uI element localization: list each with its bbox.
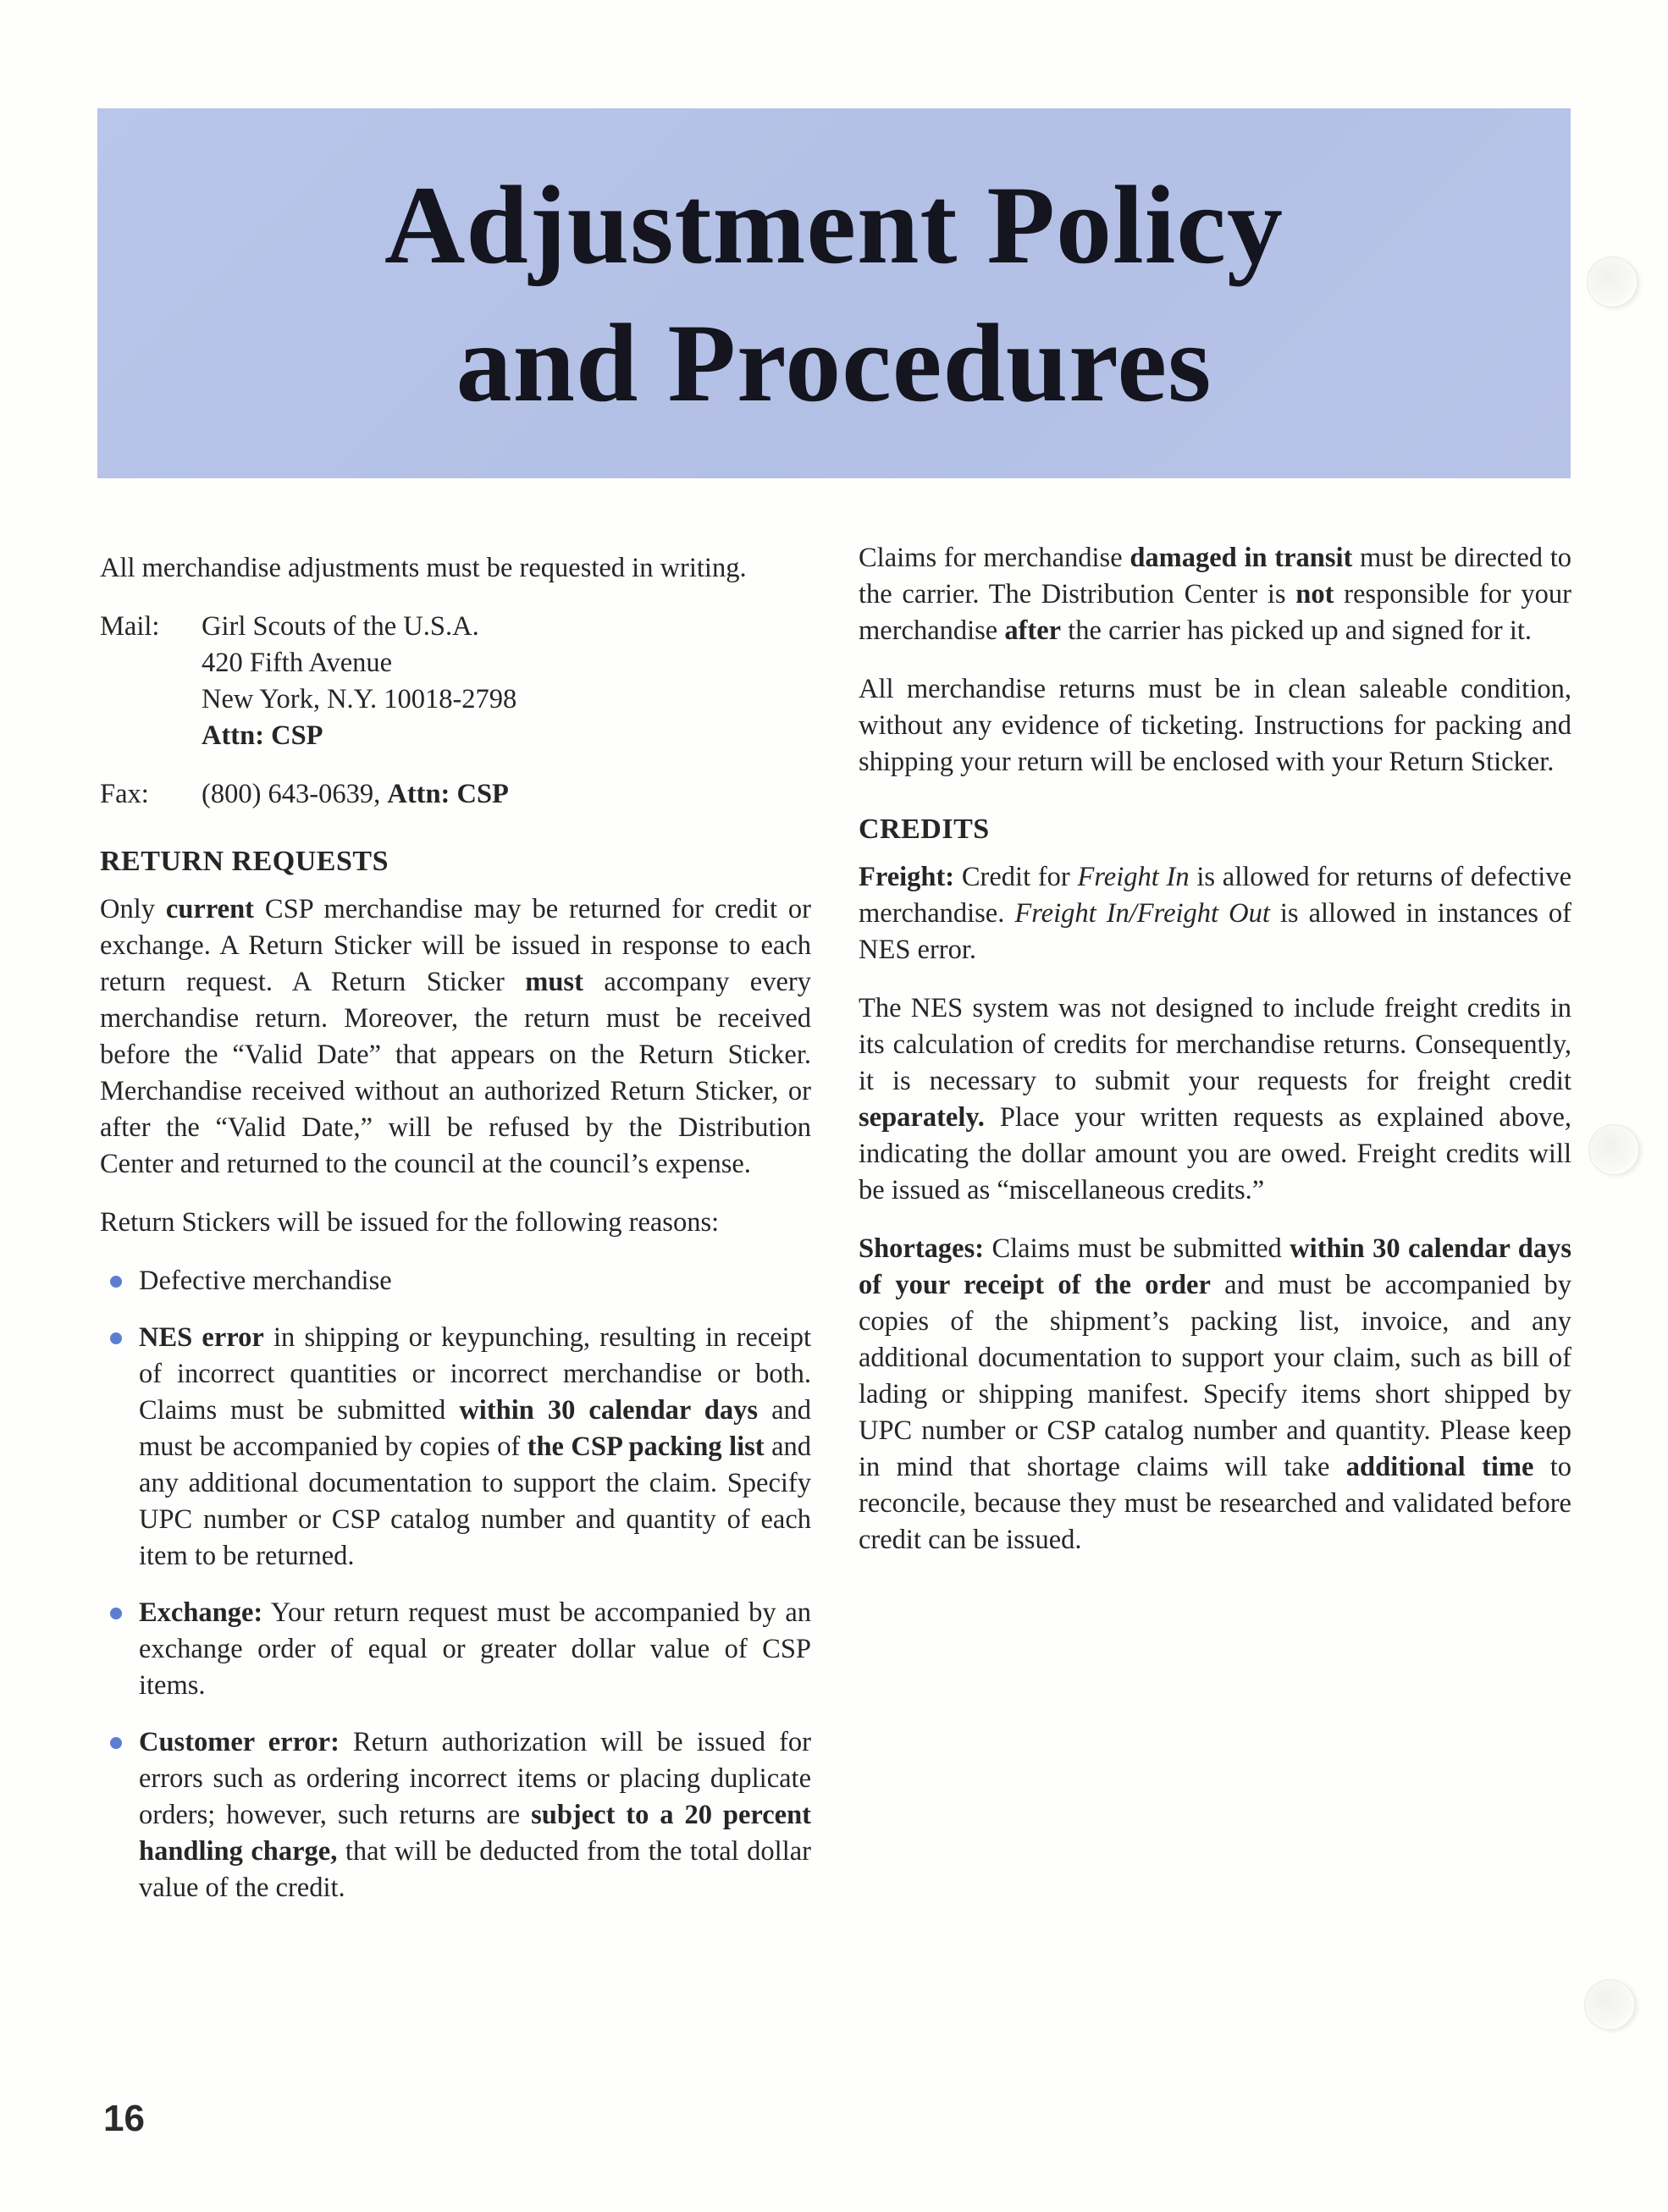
mail-line-street: 420 Fifth Avenue: [202, 648, 393, 678]
fax-label: Fax:: [100, 779, 149, 809]
credits-heading: CREDITS: [859, 814, 990, 845]
mail-address-lines: [202, 609, 811, 754]
nes-system-paragraph: The NES system was not designed to include freight credits in its calculation of credits for merchandise returns. Consequently, it is necessary to submit your requests for freight credit separately. Place your written requests as explained above, indicating the dollar amount you are owed. Freight credits will be issued as “miscellaneous credits.”: [859, 993, 1571, 1205]
freight-paragraph: Freight: Credit for Freight In is allowed for returns of defective merchandise. Freight In/Freight Out is allowed in instances of NES error.: [859, 862, 1571, 965]
damaged-in-transit-paragraph: Claims for merchandise damaged in transit must be directed to the carrier. The Distribution Center is not responsible for your merchandise after the carrier has picked up and signed for it.: [859, 543, 1571, 646]
return-requests-heading: RETURN REQUESTS: [100, 846, 389, 877]
mail-line-attn: Attn: CSP: [202, 720, 323, 751]
list-item: [100, 1320, 811, 1575]
bullet-exchange: Exchange: Your return request must be accompanied by an exchange order of equal or greater dollar value of CSP items.: [139, 1597, 811, 1701]
shortages-paragraph: Shortages: Claims must be submitted within 30 calendar days of your receipt of the order and must be accompanied by copies of the shipment’s packing list, invoice, and any additional documentation to support your claim, such as bill of lading or shipping manifest. Specify items short shipped by UPC number or CSP catalog number and quantity. Please keep in mind that shortage claims will take additional time to reconcile, because they must be researched and validated before credit can be issued.: [859, 1233, 1571, 1555]
right-column: [859, 540, 1571, 1580]
mail-address-block: [100, 609, 811, 754]
return-requests-paragraph: Only current CSP merchandise may be returned for credit or exchange. A Return Sticker will be issued in response to each return request. A Return Sticker must accompany every merchandise return. Moreover, the return must be received before the “Valid Date” that appears on the Return Sticker. Merchandise received without an authorized Return Sticker, or after the “Valid Date,” will be refused by the Distribution Center and returned to the council at the council’s expense.: [100, 894, 811, 1179]
bullet-defective: Defective merchandise: [139, 1266, 392, 1296]
binder-hole-icon: [1584, 1979, 1635, 2030]
fax-block: [100, 776, 811, 813]
list-item: [100, 1263, 811, 1299]
reasons-intro-paragraph: Return Stickers will be issued for the following reasons:: [100, 1207, 720, 1238]
return-reasons-list: [100, 1263, 811, 1906]
bullet-icon: [110, 1276, 122, 1288]
fax-value: (800) 643-0639, Attn: CSP: [202, 779, 509, 809]
binder-hole-icon: [1588, 1124, 1639, 1175]
left-column: [100, 550, 811, 1927]
intro-paragraph: All merchandise adjustments must be requested in writing.: [100, 553, 747, 583]
title-banner: [97, 108, 1571, 478]
list-item: [100, 1724, 811, 1906]
list-item: [100, 1595, 811, 1704]
saleable-condition-paragraph: All merchandise returns must be in clean saleable condition, without any evidence of ticketing. Instructions for packing and shipping your return will be enclosed with your Return Sticker.: [859, 674, 1571, 777]
bullet-icon: [110, 1332, 122, 1344]
bullet-nes-error: NES error in shipping or keypunching, resulting in receipt of incorrect quantities or incorrect merchandise or both. Claims must be submitted within 30 calendar days and must be accompanied by copies of the CSP packing list and any additional documentation to support the claim. Specify UPC number or CSP catalog number and quantity of each item to be returned.: [139, 1322, 812, 1571]
bullet-icon: [110, 1737, 122, 1749]
bullet-icon: [110, 1608, 122, 1619]
page-title-line2: and Procedures: [456, 300, 1212, 425]
page-number: 16: [103, 2098, 145, 2139]
bullet-customer-error: Customer error: Return authorization will be issued for errors such as ordering incorrect items or placing duplicate orders; however, such returns are subject to a 20 percent handling charge, that will be deducted from the total dollar value of the credit.: [139, 1727, 811, 1903]
mail-label: Mail:: [100, 611, 160, 642]
page-title-line1: Adjustment Policy: [384, 162, 1284, 287]
mail-line-city: New York, N.Y. 10018-2798: [202, 684, 517, 714]
binder-hole-icon: [1587, 257, 1638, 307]
mail-line-org: Girl Scouts of the U.S.A.: [202, 611, 479, 642]
